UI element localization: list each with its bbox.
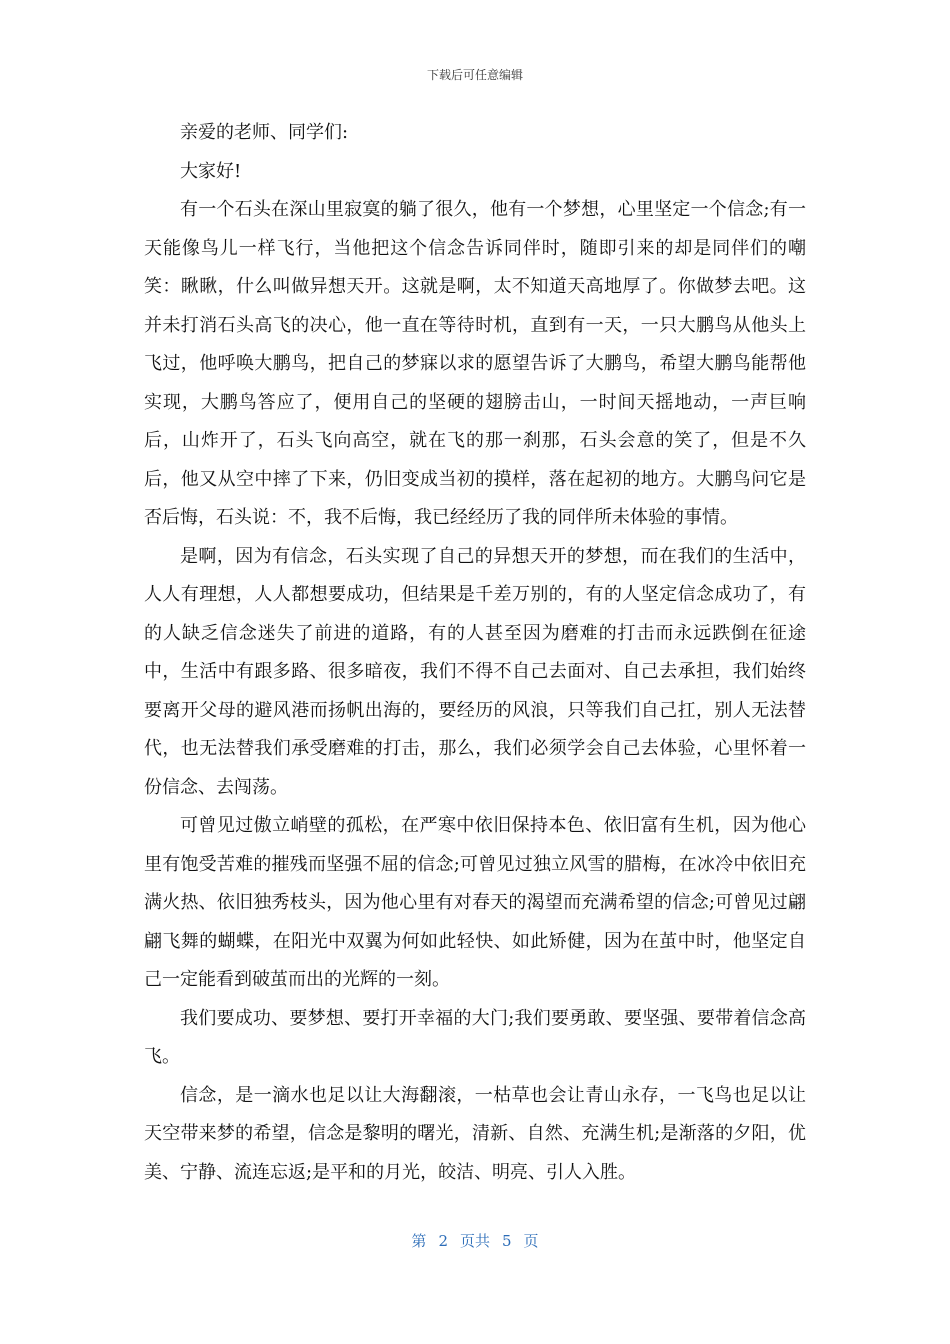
paragraph: 可曾见过傲立峭壁的孤松，在严寒中依旧保持本色、依旧富有生机，因为他心里有饱受苦难的摧残而坚强不屈的信念;可曾见过独立风雪的腊梅，在冰冷中依旧充满火热、依旧独秀枝头，因为他心里有对春天的渴望而充满希望的信念;可曾见过翩翩飞舞的蝴蝶，在阳光中双翼为何如此轻快、如此矫健，因为在茧中时，他坚定自己一定能看到破茧而出的光辉的一刻。	[144, 815, 806, 990]
paragraph: 有一个石头在深山里寂寞的躺了很久，他有一个梦想，心里坚定一个信念;有一天能像鸟儿一样飞行，当他把这个信念告诉同伴时，随即引来的却是同伴们的嘲笑：瞅瞅，什么叫做异想天开。这就是啊，太不知道天高地厚了。你做梦去吧。这并未打消石头高飞的决心，他一直在等待时机，直到有一天，一只大鹏鸟从他头上飞过，他呼唤大鹏鸟，把自己的梦寐以求的愿望告诉了大鹏鸟，希望大鹏鸟能帮他实现，大鹏鸟答应了，便用自己的坚硬的翅膀击山，一时间天摇地动，一声巨响后，山炸开了，石头飞向高空，就在飞的那一刹那，石头会意的笑了，但是不久后，他又从空中摔了下来，仍旧变成当初的摸样，落在起初的地方。大鹏鸟问它是否后悔，石头说：不，我不后悔，我已经经历了我的同伴所未体验的事情。	[144, 199, 806, 528]
footer-page-number: 2	[438, 1232, 448, 1250]
page-footer	[0, 1230, 950, 1251]
page-header: 下载后可任意编辑	[426, 68, 523, 82]
paragraph: 是啊，因为有信念，石头实现了自己的异想天开的梦想，而在我们的生活中，人人有理想，人人都想要成功，但结果是千差万别的，有的人坚定信念成功了，有的人缺乏信念迷失了前进的道路，有的人甚至因为磨难的打击而永远跌倒在征途中，生活中有跟多路、很多暗夜，我们不得不自己去面对、自己去承担，我们始终要离开父母的避风港而扬帆出海的，要经历的风浪，只等我们自己扛，别人无法替代，也无法替我们承受磨难的打击，那么，我们必须学会自己去体验，心里怀着一份信念、去闯荡。	[144, 545, 806, 798]
footer-middle: 页共	[459, 1232, 490, 1250]
paragraph: 我们要成功、要梦想、要打开幸福的大门;我们要勇敢、要坚强、要带着信念高飞。	[144, 1007, 806, 1067]
document-body	[144, 114, 806, 1192]
footer-total-pages: 5	[502, 1232, 512, 1250]
greeting: 大家好!	[180, 160, 242, 182]
footer-suffix: 页	[523, 1232, 539, 1250]
footer-prefix: 第	[411, 1232, 427, 1250]
paragraph: 信念，是一滴水也足以让大海翻滚，一枯草也会让青山永存，一飞鸟也足以让天空带来梦的希望，信念是黎明的曙光，清新、自然、充满生机;是渐落的夕阳，优美、宁静、流连忘返;是平和的月光，皎洁、明亮、引人入胜。	[144, 1084, 806, 1183]
salutation: 亲爱的老师、同学们:	[180, 122, 349, 143]
